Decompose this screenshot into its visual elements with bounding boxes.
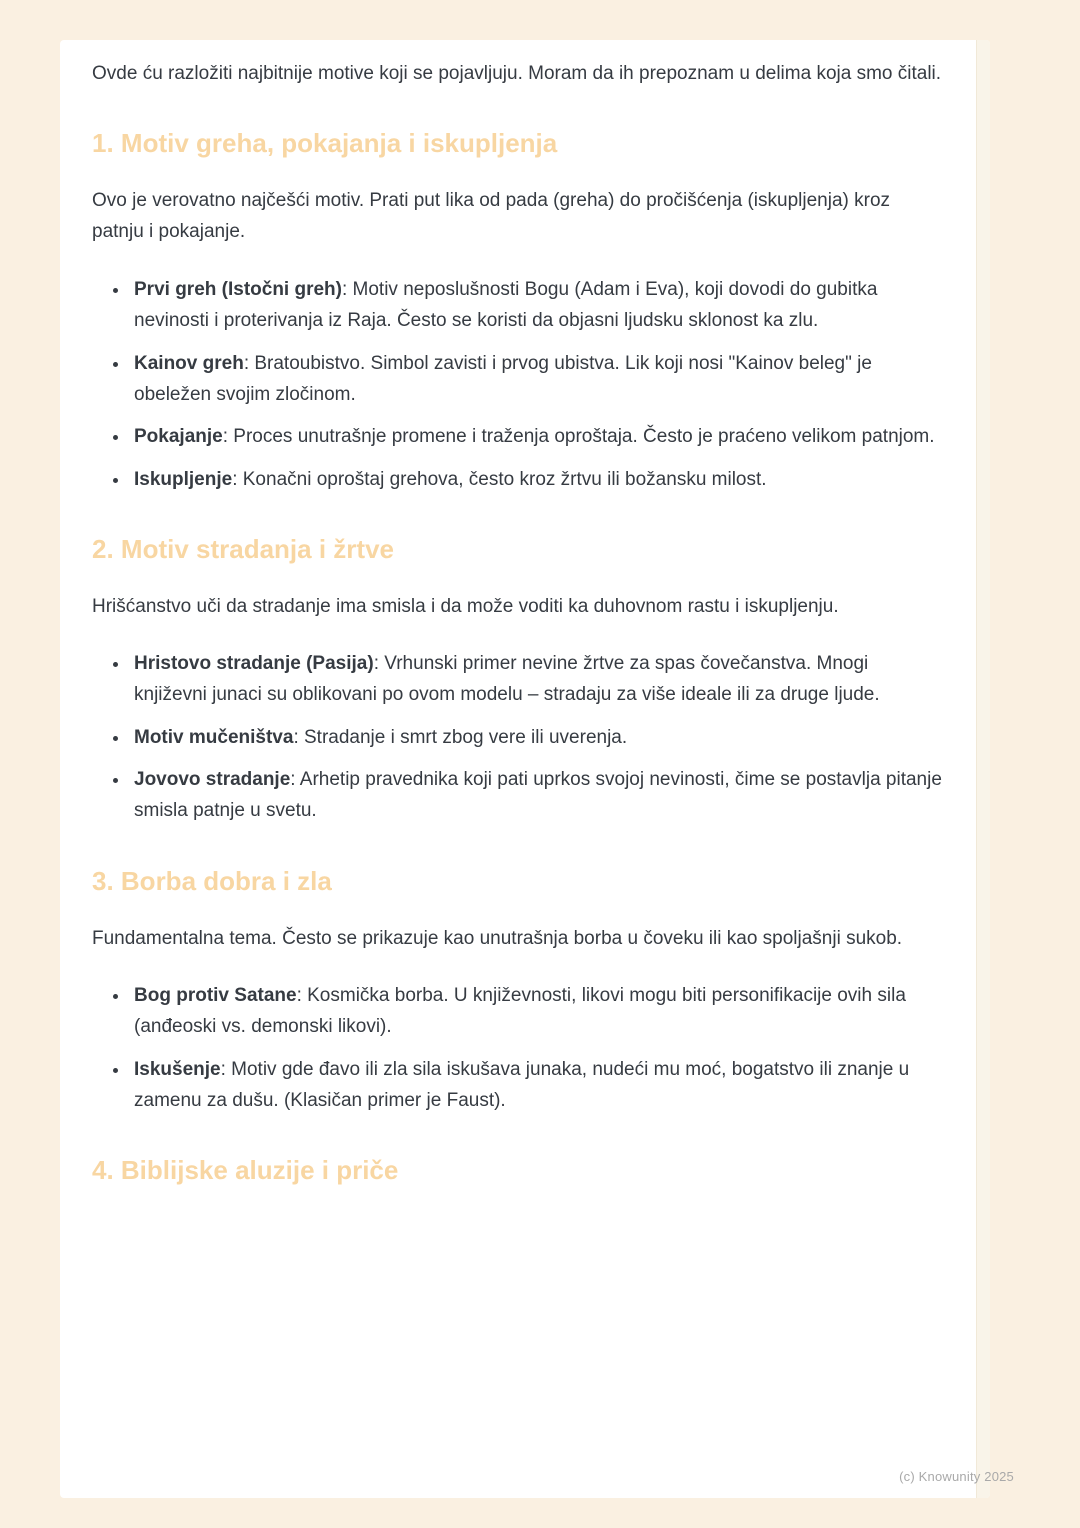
bullet-term: Iskušenje: [134, 1058, 221, 1080]
footer-credit: (c) Knowunity 2025: [899, 1469, 1014, 1484]
bullet-term: Pokajanje: [134, 426, 223, 448]
bullet-term: Hristovo stradanje (Pasija): [134, 653, 374, 675]
bullet-text: : Kosmička borba. U književnosti, likovi mogu biti personifikacije ovih sila (anđeoski vs. demonski likovi).: [134, 984, 906, 1038]
bullet-text: : Bratoubistvo. Simbol zavisti i prvog ubistva. Lik koji nosi "Kainov beleg" je obeležen svojim zločinom.: [134, 352, 872, 405]
list-item: [130, 1054, 942, 1117]
list-item: [130, 421, 942, 452]
document-page: [60, 40, 990, 1498]
bullet-text: : Vrhunski primer nevine žrtve za spas čovečanstva. Mnogi književni junaci su oblikovani po ovom modelu – stradaju za više ideale ili za druge ljude.: [134, 653, 880, 706]
section-heading-1: 1. Motiv greha, pokajanja i iskupljenja: [92, 128, 558, 159]
bullet-list-2: [92, 648, 942, 827]
list-item: [130, 464, 942, 495]
list-item: [130, 648, 942, 711]
bullet-term: Iskupljenje: [134, 468, 233, 490]
section-paragraph-2: Hrišćanstvo uči da stradanje ima smisla i da može voditi ka duhovnom rastu i iskupljenju.: [92, 595, 839, 617]
bullet-list-1: [92, 274, 942, 495]
bullet-term: Jovovo stradanje: [134, 769, 291, 791]
bullet-term: Prvi greh (Istočni greh): [134, 278, 342, 300]
section-heading-2: 2. Motiv stradanja i žrtve: [92, 533, 394, 564]
bullet-term: Motiv mučeništva: [134, 726, 294, 748]
bullet-text: : Konačni oproštaj grehova, često kroz žrtvu ili božansku milost.: [232, 468, 767, 490]
bullet-text: : Motiv gde đavo ili zla sila iskušava junaka, nudeći mu moć, bogatstvo ili znanje u zamenu za dušu. (Klasičan primer je Faust).: [134, 1058, 910, 1111]
bullet-text: : Motiv neposlušnosti Bogu (Adam i Eva), koji dovodi do gubitka nevinosti i proterivanja iz Raja. Često se koristi da objasni ljudsku sklonost ka zlu.: [134, 278, 878, 332]
list-item: [130, 764, 942, 827]
bullet-text: : Stradanje i smrt zbog vere ili uverenja.: [293, 726, 628, 748]
section-heading-3: 3. Borba dobra i zla: [92, 865, 332, 896]
bullet-list-3: [92, 980, 942, 1116]
bullet-term: Kainov greh: [134, 352, 244, 374]
list-item: [130, 348, 942, 411]
list-item: [130, 274, 942, 337]
list-item: [130, 980, 942, 1043]
intro-paragraph: Ovde ću razložiti najbitnije motive koji se pojavljuju. Moram da ih prepoznam u delima koja smo čitali.: [92, 63, 942, 84]
document-content: [60, 40, 990, 1188]
section-paragraph-3: Fundamentalna tema. Često se prikazuje kao unutrašnja borba u čoveku ili kao spoljašnji sukob.: [92, 927, 903, 949]
bullet-text: : Proces unutrašnje promene i traženja oproštaja. Često je praćeno velikom patnjom.: [222, 426, 935, 448]
list-item: [130, 722, 942, 753]
section-paragraph-1: Ovo je verovatno najčešći motiv. Prati put lika od pada (greha) do pročišćenja (iskupljenja) kroz patnju i pokajanje.: [92, 190, 891, 243]
section-heading-4: 4. Biblijske aluzije i priče: [92, 1155, 399, 1186]
bullet-text: : Arhetip pravednika koji pati uprkos svojoj nevinosti, čime se postavlja pitanje smisla patnje u svetu.: [134, 769, 942, 822]
scrollbar-track[interactable]: [976, 40, 990, 1498]
bullet-term: Bog protiv Satane: [134, 984, 297, 1006]
